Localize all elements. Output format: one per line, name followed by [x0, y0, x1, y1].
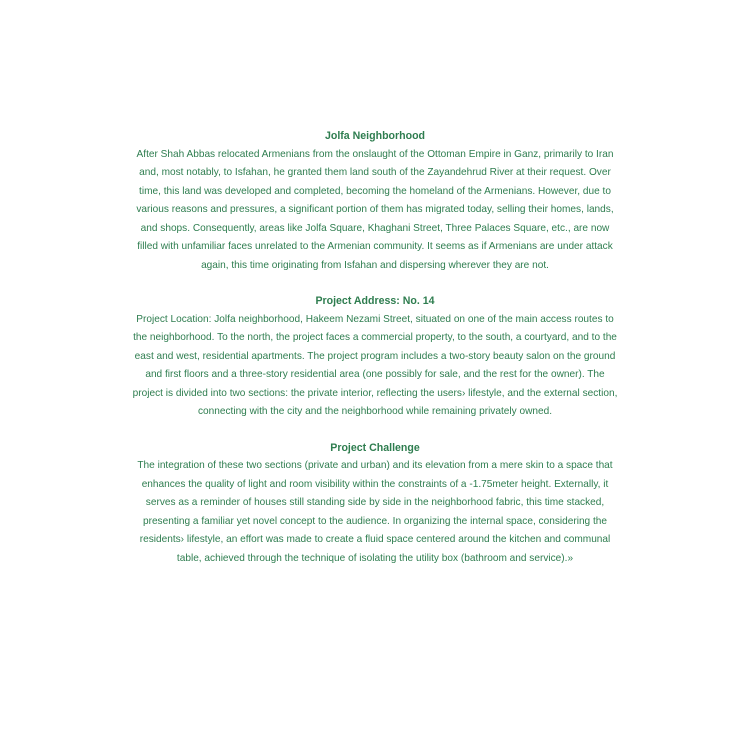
article-content: [130, 127, 620, 568]
section-body: After Shah Abbas relocated Armenians from the onslaught of the Ottoman Empire in Ganz, primarily to Iran and, most notably, to Isfahan, he granted them land south of the Zayandehrud River at their request. Over time, this land was developed and completed, becoming the homeland of the Armenians. However, due to various reasons and pressures, a significant portion of them has migrated today, selling their homes, lands, and shops. Consequently, areas like Jolfa Square, Khaghani Street, Three Palaces Square, etc., are now filled with unfamiliar faces unrelated to the Armenian community. It seems as if Armenians are under attack again, this time originating from Isfahan and dispersing wherever they are not.: [136, 148, 614, 271]
section-jolfa-neighborhood: [130, 127, 620, 275]
section-body: Project Location: Jolfa neighborhood, Hakeem Nezami Street, situated on one of the main access routes to the neighborhood. To the north, the project faces a commercial property, to the south, a courtyard, and to the east and west, residential apartments. The project program includes a two-story beauty salon on the ground and first floors and a three-story residential area (one possibly for sale, and the rest for the owner). The project is divided into two sections: the private interior, reflecting the users› lifestyle, and the external section, connecting with the city and the neighborhood while remaining privately owned.: [132, 313, 618, 417]
section-project-challenge: [130, 439, 620, 569]
section-project-address: [130, 292, 620, 422]
section-heading: Jolfa Neighborhood: [324, 130, 426, 142]
section-heading: Project Challenge: [330, 441, 420, 454]
section-heading: Project Address: No. 14: [315, 295, 435, 307]
section-body: The integration of these two sections (private and urban) and its elevation from a mere skin to a space that enhances the quality of light and room visibility within the constraints of a -1.75meter height. Externally, it serves as a reminder of houses still standing side by side in the neighborhood fabric, this time stacked, presenting a familiar yet novel concept to the audience. In organizing the internal space, considering the residents› lifestyle, an effort was made to create a fluid space centered around the kitchen and communal table, achieved through the technique of isolating the utility box (bathroom and service).»: [137, 460, 613, 564]
